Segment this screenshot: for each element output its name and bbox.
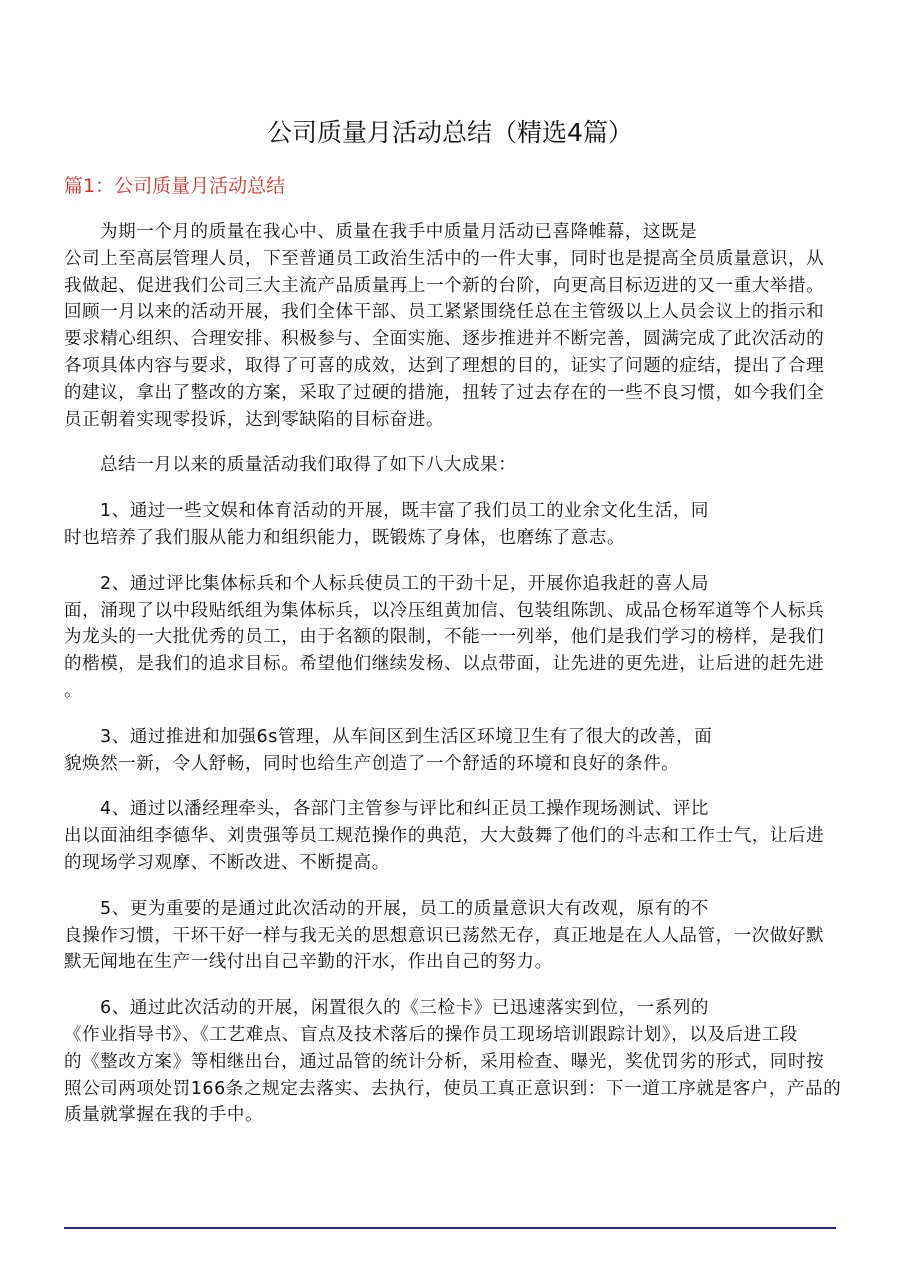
footer-divider: [64, 1227, 836, 1229]
paragraph: [64, 724, 840, 778]
section-heading: 篇1：公司质量月活动总结: [64, 175, 286, 197]
paragraph-line: 面，涌现了以中段贴纸组为集体标兵，以冷压组黄加信、包装组陈凯、成品仓杨军道等个人标兵: [64, 600, 825, 621]
paragraph-line: 的建议，拿出了整改的方案，采取了过硬的措施，扭转了过去存在的一些不良习惯，如今我们全: [64, 382, 825, 403]
document-title: 公司质量月活动总结（精选4篇）: [267, 118, 633, 147]
paragraph-line: 2、通过评比集体标兵和个人标兵使员工的干劲十足，开展你追我赶的喜人局: [100, 573, 710, 594]
paragraph-line: 公司上至高层管理人员，下至普通员工政治生活中的一件大事，同时也是提高全员质量意识，从: [64, 248, 825, 269]
paragraph-line: 默无闻地在生产一线付出自己辛勤的汗水，作出自己的努力。: [64, 952, 553, 973]
paragraph-line: 回顾一月以来的活动开展，我们全体干部、员工紧紧围绕任总在主管级以上人员会议上的指示和: [64, 302, 825, 323]
paragraph-line: 的现场学习观摩、不断改进、不断提高。: [64, 852, 390, 873]
paragraph-line: 照公司两项处罚166条之规定去落实、去执行，使员工真正意识到：下一道工序就是客户，产品的: [64, 1078, 842, 1099]
paragraph-line: 的楷模，是我们的追求目标。希望他们继续发杨、以点带面，让先进的更先进，让后进的赶先进: [64, 654, 825, 675]
paragraph-line: 5、更为重要的是通过此次活动的开展，员工的质量意识大有改观，原有的不: [100, 898, 710, 919]
paragraph-line: 时也培养了我们服从能力和组织能力，既锻炼了身体，也磨练了意志。: [64, 527, 626, 548]
paragraph-line: 为龙头的一大批优秀的员工，由于名额的限制，不能一一列举，他们是我们学习的榜样，是我们: [64, 627, 825, 648]
paragraph-line: 要求精心组织、合理安排、积极参与、全面实施、逐步推进并不断完善，圆满完成了此次活动的: [64, 329, 825, 350]
paragraph: [64, 896, 840, 976]
paragraph: [64, 498, 840, 552]
paragraph-line: 良操作习惯，干坏干好一样与我无关的思想意识已荡然无存，真正地是在人人品管，一次做好默: [64, 925, 825, 946]
paragraph-line: 我做起、促进我们公司三大主流产品质量再上一个新的台阶，向更高目标迈进的又一重大举措。: [64, 275, 825, 296]
paragraph: [64, 452, 840, 479]
paragraph-line: 。: [64, 680, 83, 701]
paragraph-line: 总结一月以来的质量活动我们取得了如下八大成果：: [100, 455, 517, 476]
paragraph-line: 貌焕然一新，令人舒畅，同时也给生产创造了一个舒适的环境和良好的条件。: [64, 753, 680, 774]
paragraph-line: 3、通过推进和加强6s管理，从车间区到生活区环境卫生有了很大的改善，面: [100, 726, 713, 747]
paragraph-line: 的《整改方案》等相继出台，通过品管的统计分析，采用检查、曝光，奖优罚劣的形式，同时按: [64, 1051, 825, 1072]
paragraph-line: 各项具体内容与要求，取得了可喜的成效，达到了理想的目的，证实了问题的症结，提出了合理: [64, 355, 825, 376]
paragraph-line: 出以面油组李德华、刘贵强等员工规范操作的典范，大大鼓舞了他们的斗志和工作士气，让后进: [64, 826, 825, 847]
paragraph-line: 6、通过此次活动的开展，闲置很久的《三检卡》已迅速落实到位，一系列的: [100, 998, 710, 1019]
paragraph-line: 质量就掌握在我的手中。: [64, 1105, 264, 1126]
paragraph: [64, 571, 840, 705]
paragraph-line: 为期一个月的质量在我心中、质量在我手中质量月活动已喜降帷幕，这既是: [100, 222, 698, 242]
paragraph: [64, 796, 840, 876]
paragraph-line: 员正朝着实现零投诉，达到零缺陷的目标奋进。: [64, 409, 445, 430]
document-body: [64, 219, 840, 1148]
paragraph-line: 4、通过以潘经理牵头，各部门主管参与评比和纠正员工操作现场测试、评比: [100, 799, 710, 820]
paragraph-line: 《作业指导书》、《工艺难点、盲点及技术落后的操作员工现场培训跟踪计划》，以及后进工段: [64, 1024, 798, 1045]
paragraph-line: 1、通过一些文娱和体育活动的开展，既丰富了我们员工的业余文化生活，同: [100, 501, 710, 522]
paragraph: [64, 995, 840, 1129]
paragraph: [64, 219, 840, 433]
